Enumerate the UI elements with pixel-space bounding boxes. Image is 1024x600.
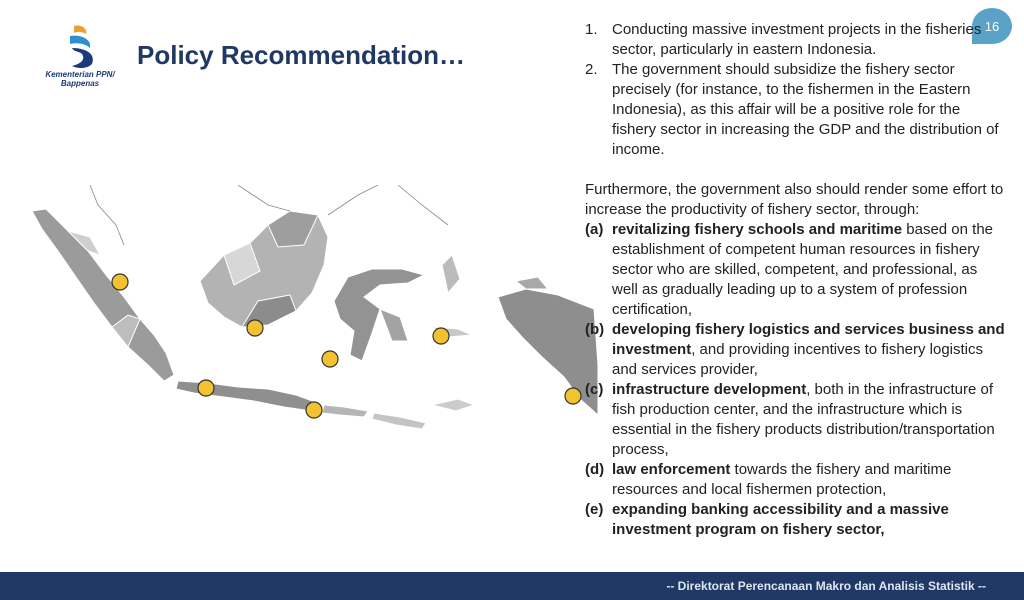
list-text: The government should subsidize the fishery sector precisely (for instance, to the fishermen in the Eastern Indonesia), as this affair will be a positive role for the fishery sector in increasing the GDP and the distribution of income. bbox=[612, 61, 999, 158]
list-number: 1. bbox=[585, 21, 598, 38]
item-bold-text: developing fishery logistics and services business and investment bbox=[612, 321, 1005, 358]
item-text: based on the establishment of competent human resources in fishery sector who are skilled, competent, and professional, as well as gradually leading up to a system of profession certification, bbox=[612, 221, 994, 318]
policy-content bbox=[585, 20, 1005, 540]
logo-text bbox=[40, 70, 120, 88]
item-bold-text: expanding banking accessibility and a massive investment program on fishery sector, bbox=[612, 501, 949, 538]
item-label: (b) bbox=[585, 321, 605, 338]
numbered-list bbox=[585, 20, 1005, 160]
footer-bar bbox=[0, 572, 1024, 600]
item-bold-text: law enforcement bbox=[612, 461, 731, 478]
item-bold-text: revitalizing fishery schools and maritime bbox=[612, 221, 903, 238]
footer-text: -- Direktorat Perencanaan Makro dan Analisis Statistik -- bbox=[666, 579, 986, 593]
sumatra-region bbox=[32, 209, 174, 381]
list-item bbox=[585, 220, 1005, 320]
java-region bbox=[176, 381, 318, 411]
item-text: , and providing incentives to fishery logistics and services provider, bbox=[612, 341, 984, 378]
list-number: 2. bbox=[585, 61, 598, 78]
list-item bbox=[585, 320, 1005, 380]
marker-java-east bbox=[306, 402, 322, 418]
marker-sumatra bbox=[112, 274, 128, 290]
marker-kalimantan bbox=[247, 320, 263, 336]
item-text: towards the fishery and maritime resources and local fishermen protection, bbox=[612, 461, 952, 498]
item-label: (c) bbox=[585, 381, 604, 398]
furthermore-paragraph: Furthermore, the government also should render some effort to increase the productivity of fishery sector, through: bbox=[585, 181, 1004, 218]
logo-line-2: Bappenas bbox=[60, 79, 100, 88]
list-item bbox=[585, 380, 1005, 460]
papua-region bbox=[498, 289, 598, 415]
indonesia-map bbox=[28, 185, 598, 435]
list-item bbox=[585, 20, 1005, 60]
list-item bbox=[585, 460, 1005, 500]
sulawesi-region bbox=[334, 269, 424, 361]
marker-papua bbox=[565, 388, 581, 404]
list-text: Conducting massive investment projects in the fisheries sector, particularly in eastern Indonesia. bbox=[612, 21, 982, 58]
marker-java-west bbox=[198, 380, 214, 396]
page-number-badge: 16 bbox=[972, 8, 1012, 44]
marker-sulawesi bbox=[322, 351, 338, 367]
list-item bbox=[585, 60, 1005, 160]
item-label: (e) bbox=[585, 501, 604, 518]
item-label: (a) bbox=[585, 221, 604, 238]
marker-maluku bbox=[433, 328, 449, 344]
item-text: , both in the infrastructure of fish production center, and the infrastructure which is essential in the fishery products distribution/transportation process, bbox=[612, 381, 995, 458]
item-bold-text: infrastructure development bbox=[612, 381, 807, 398]
maluku-region bbox=[442, 255, 460, 293]
logo-line-1: Kementerian PPN/ bbox=[45, 70, 115, 79]
item-label: (d) bbox=[585, 461, 605, 478]
page-title: Policy Recommendation… bbox=[137, 40, 465, 70]
list-item bbox=[585, 500, 1005, 540]
